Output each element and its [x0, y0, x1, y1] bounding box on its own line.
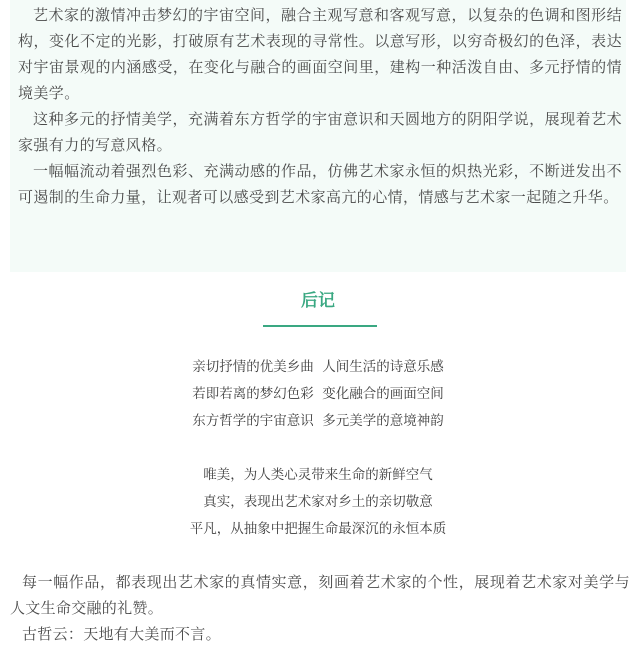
intro-text — [18, 2, 622, 210]
closing-quote: 古哲云：天地有大美而不言。 — [22, 625, 221, 643]
poem-line: 亲切抒情的优美乡曲 人间生活的诗意乐感 — [192, 359, 444, 375]
closing-paragraph-1: 每一幅作品，都表现出艺术家的真情实意，刻画着艺术家的个性，展现着艺术家对美学与人文生命交融的礼赞。 — [10, 573, 630, 617]
intro-section — [10, 0, 626, 272]
poem-stanza-2 — [0, 462, 636, 543]
heading-underline — [263, 325, 377, 327]
poem-line: 真实，表现出艺术家对乡土的亲切敬意 — [203, 494, 433, 510]
closing-section — [10, 569, 630, 647]
intro-paragraph-1: 艺术家的激情冲击梦幻的宇宙空间，融合主观写意和客观写意，以复杂的色调和图形结构，变化不定的光影，打破原有艺术表现的寻常性。以意写形，以穷奇极幻的色泽，表达对宇宙景观的内涵感受，在变化与融合的画面空间里，建构一种活泼自由、多元抒情的情境美学。 — [18, 6, 622, 102]
poem-line: 唯美，为人类心灵带来生命的新鲜空气 — [203, 467, 433, 483]
poem-line: 平凡，从抽象中把握生命最深沉的永恒本质 — [189, 521, 447, 537]
poem-line: 东方哲学的宇宙意识 多元美学的意境神韵 — [192, 413, 444, 429]
afterword-heading: 后记 — [301, 291, 335, 311]
poem-line: 若即若离的梦幻色彩 变化融合的画面空间 — [192, 386, 444, 402]
poem-stanza-1 — [0, 354, 636, 435]
intro-paragraph-2: 这种多元的抒情美学，充满着东方哲学的宇宙意识和天圆地方的阴阳学说，展现着艺术家强有力的写意风格。 — [18, 110, 622, 154]
intro-paragraph-3: 一幅幅流动着强烈色彩、充满动感的作品，仿佛艺术家永恒的炽热光彩，不断迸发出不可遏制的生命力量，让观者可以感受到艺术家高亢的心情，情感与艺术家一起随之升华。 — [18, 162, 622, 206]
